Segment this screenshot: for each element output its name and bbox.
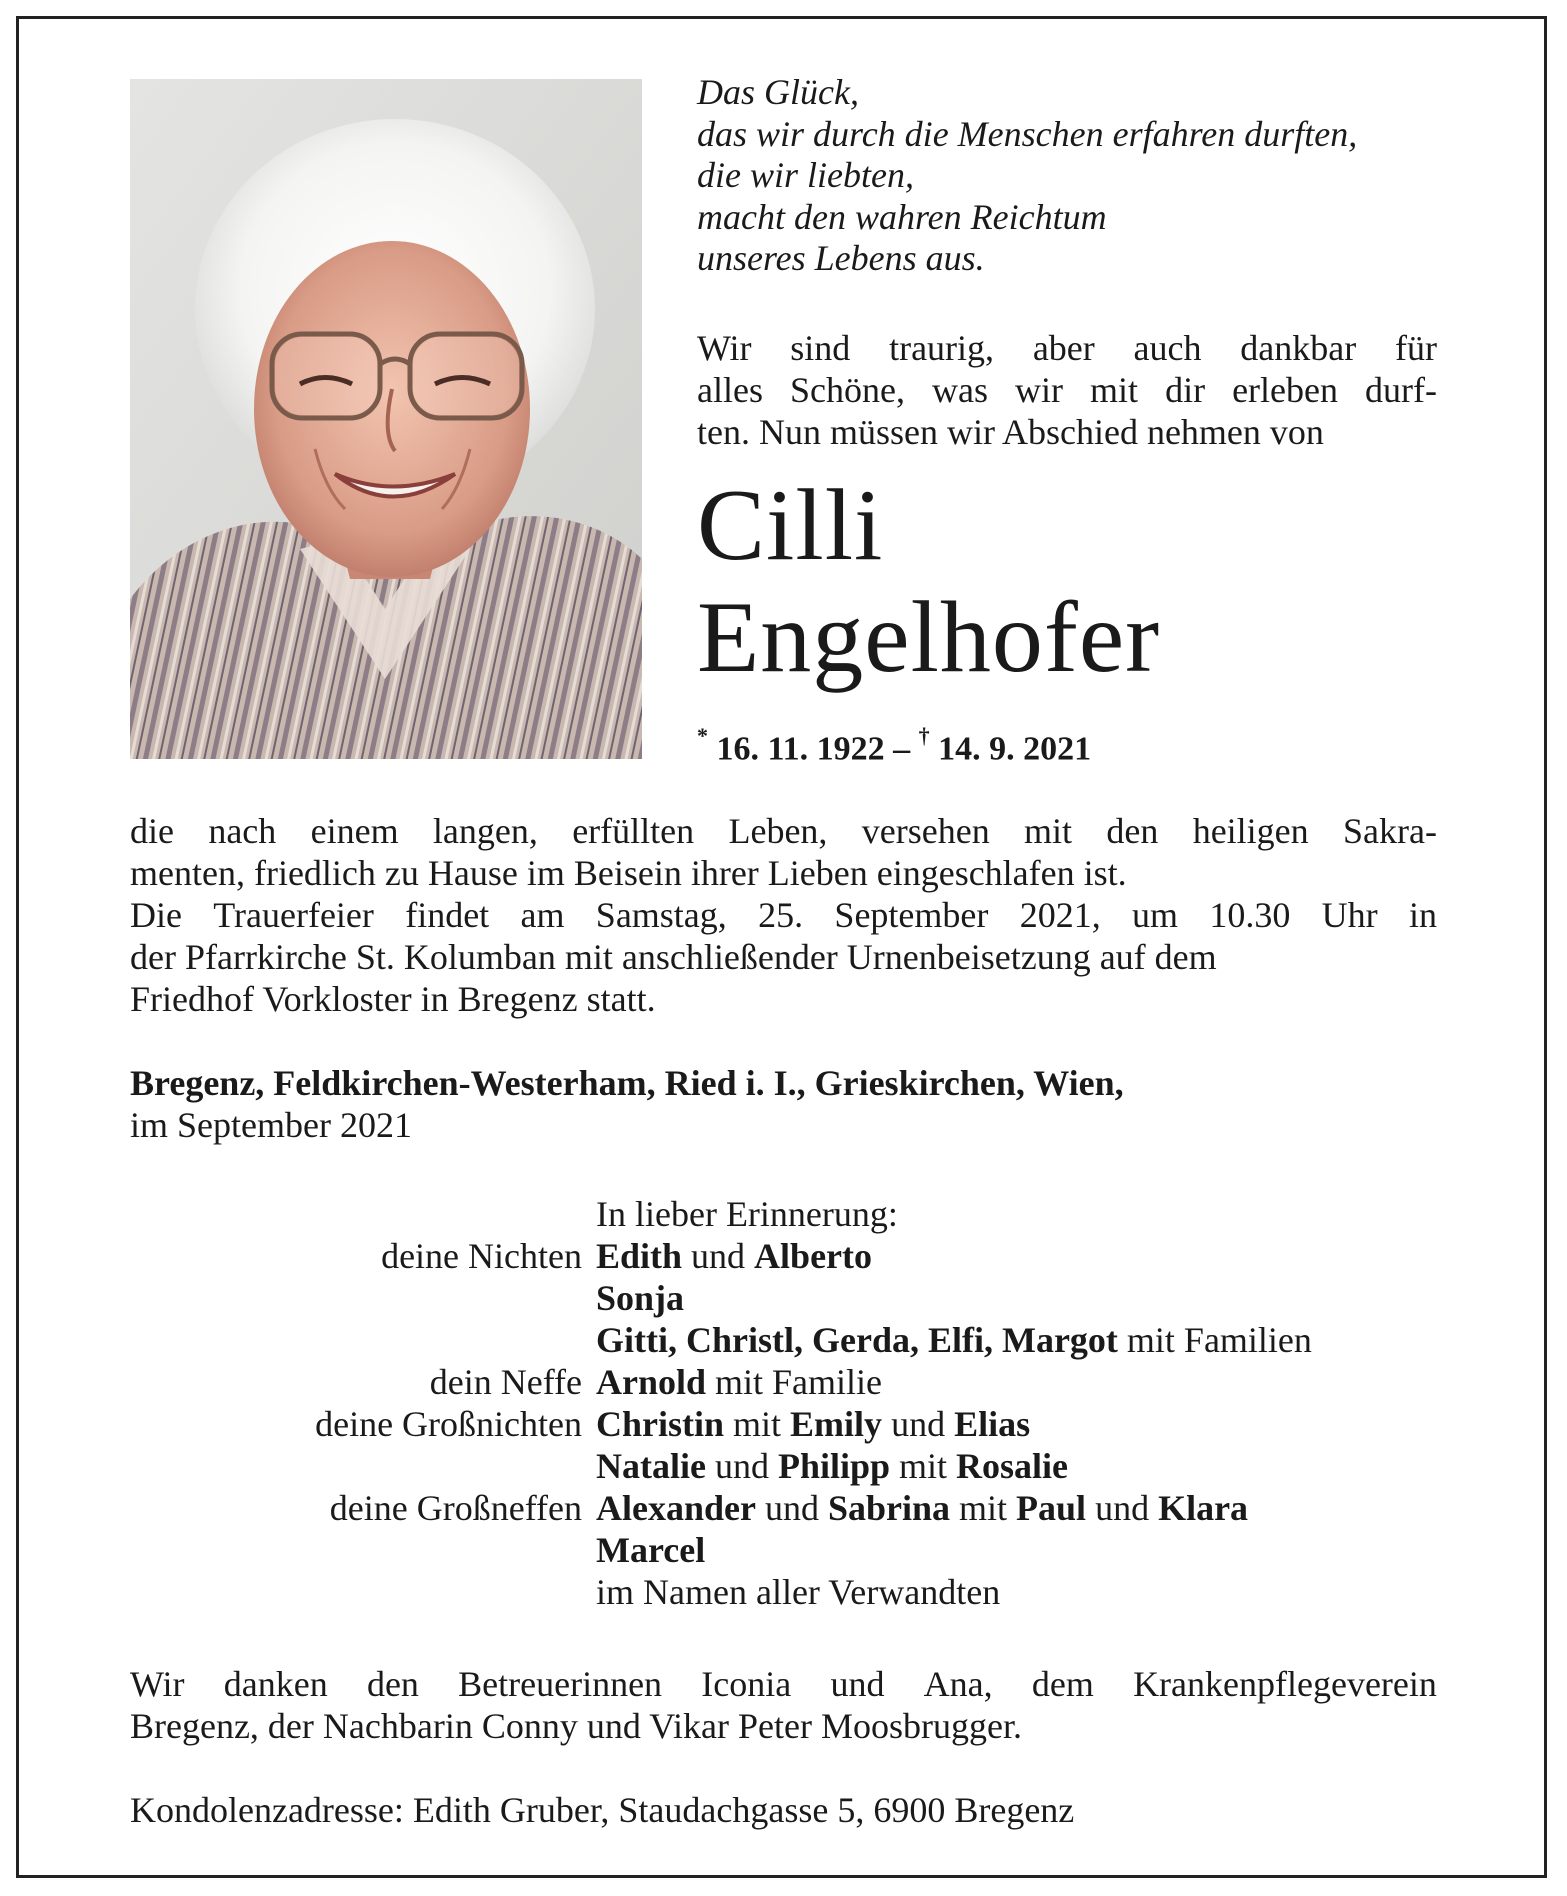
memory-closing: im Namen aller Verwandten <box>596 1572 1001 1612</box>
poem <box>697 72 1457 280</box>
word: findet <box>405 895 490 935</box>
word: dem <box>1031 1664 1094 1704</box>
relation-label: deine Großnichten <box>315 1404 582 1444</box>
word: in <box>1408 895 1437 935</box>
connector: mit <box>890 1446 957 1486</box>
word: aber <box>1032 328 1095 368</box>
word: dankbar <box>1240 328 1357 368</box>
word: Wir <box>697 328 752 368</box>
intro-text <box>697 327 1437 453</box>
connector: und <box>755 1488 828 1528</box>
mourner-row <box>130 1277 1450 1319</box>
poem-line: macht den wahren Reichtum <box>697 196 1107 237</box>
word: die <box>130 811 174 851</box>
connector: mit <box>724 1404 791 1444</box>
word: Trauerfeier <box>213 895 374 935</box>
connector: und <box>1086 1488 1159 1528</box>
mourner-name: Sabrina <box>827 1488 951 1528</box>
word: versehen <box>861 811 990 851</box>
connector: und <box>882 1404 955 1444</box>
word: Uhr <box>1321 895 1378 935</box>
word: was <box>932 370 988 410</box>
word: danken <box>223 1664 328 1704</box>
connector: mit Familie <box>706 1362 883 1402</box>
word: Die <box>130 895 182 935</box>
word: 25. <box>758 895 804 935</box>
mourner-row <box>130 1571 1450 1613</box>
word: Iconia <box>701 1664 792 1704</box>
connector: und <box>682 1236 755 1276</box>
word: für <box>1394 328 1437 368</box>
funeral-info <box>130 810 1437 1020</box>
mourner-name: Gitti, Christl, Gerda, Elfi, Margot <box>596 1320 1118 1360</box>
poem-line: das wir durch die Menschen erfahren durften, <box>697 113 1358 154</box>
poem-line: unseres Lebens aus. <box>697 238 985 278</box>
mourner-name: Natalie <box>596 1446 706 1486</box>
mourner-name: Sonja <box>596 1278 685 1318</box>
date-separator: – <box>884 730 919 768</box>
places-date: im September 2021 <box>130 1105 412 1145</box>
deceased-name <box>697 470 1160 694</box>
death-date: 14. 9. 2021 <box>938 730 1092 768</box>
thanks-line: Bregenz, der Nachbarin Conny und Vikar Peter Moosbrugger. <box>130 1706 1022 1746</box>
intro-line <box>697 369 1437 411</box>
word: dir <box>1165 370 1206 410</box>
word: auch <box>1133 328 1202 368</box>
word: Samstag, <box>595 895 727 935</box>
word: sind <box>790 328 851 368</box>
condolence-address: Kondolenzadresse: Edith Gruber, Staudachgasse 5, 6900 Bregenz <box>130 1790 1075 1830</box>
body-line <box>130 810 1437 852</box>
word: den <box>366 1664 419 1704</box>
mourners-list <box>130 1193 1450 1613</box>
intro-line <box>697 327 1437 369</box>
word: den <box>1106 811 1159 851</box>
mourner-name: Rosalie <box>956 1446 1069 1486</box>
relation-label: deine Nichten <box>381 1236 582 1276</box>
poem-line: Das Glück, <box>697 72 859 112</box>
death-cross-icon: † <box>918 723 930 748</box>
life-dates <box>697 723 1092 768</box>
connector: mit <box>950 1488 1017 1528</box>
mourner-row <box>130 1235 1450 1277</box>
last-name: Engelhofer <box>697 581 1161 694</box>
word: erleben <box>1232 370 1339 410</box>
word: Sakra- <box>1342 811 1437 851</box>
word: durf- <box>1365 370 1437 410</box>
word: heiligen <box>1192 811 1309 851</box>
birth-date: 16. 11. 1922 <box>716 730 885 768</box>
body-line <box>130 894 1437 936</box>
word: Schöne, <box>790 370 905 410</box>
thanks-line <box>130 1663 1437 1705</box>
memory-heading: In lieber Erinnerung: <box>596 1194 898 1234</box>
mourner-row <box>130 1403 1450 1445</box>
word: Betreuerinnen <box>458 1664 663 1704</box>
word: mit <box>1090 370 1139 410</box>
body-line: der Pfarrkirche St. Kolumban mit anschließender Urnenbeisetzung auf dem <box>130 937 1217 977</box>
mourner-row <box>130 1529 1450 1571</box>
relation-label: deine Großneffen <box>329 1488 582 1528</box>
word: 10.30 <box>1209 895 1291 935</box>
mourner-name: Emily <box>790 1404 883 1444</box>
mourner-name: Elias <box>954 1404 1031 1444</box>
mourner-name: Christin <box>596 1404 725 1444</box>
word: am <box>520 895 565 935</box>
mourner-row <box>130 1361 1450 1403</box>
word: nach <box>208 811 277 851</box>
word: mit <box>1024 811 1073 851</box>
places-list: Bregenz, Feldkirchen-Westerham, Ried i. I., Grieskirchen, Wien, <box>130 1063 1124 1103</box>
word: 2021, <box>1019 895 1101 935</box>
word: September <box>834 895 989 935</box>
mourner-name: Alexander <box>596 1488 756 1528</box>
thanks-text <box>130 1663 1437 1747</box>
word: alles <box>697 370 763 410</box>
connector: mit Familien <box>1117 1320 1312 1360</box>
relation-label: dein Neffe <box>429 1362 582 1402</box>
mourner-name: Alberto <box>754 1236 873 1276</box>
mourner-row <box>130 1487 1450 1529</box>
connector: und <box>705 1446 778 1486</box>
mourner-name: Edith <box>596 1236 683 1276</box>
body-line: menten, friedlich zu Hause im Beisein ihrer Lieben eingeschlafen ist. <box>130 853 1127 893</box>
body-line: Friedhof Vorkloster in Bregenz statt. <box>130 979 656 1019</box>
poem-line: die wir liebten, <box>697 155 914 195</box>
word: und <box>830 1664 885 1704</box>
portrait-photo <box>130 79 642 759</box>
mourner-name: Paul <box>1016 1488 1087 1528</box>
word: Krankenpflegeverein <box>1133 1664 1437 1704</box>
mourner-name: Philipp <box>777 1446 891 1486</box>
mourner-name: Marcel <box>596 1530 706 1570</box>
mourner-name: Klara <box>1158 1488 1249 1528</box>
places-block <box>130 1062 1450 1146</box>
word: traurig, <box>889 328 995 368</box>
mourner-row <box>130 1319 1450 1361</box>
word: Ana, <box>923 1664 993 1704</box>
word: Leben, <box>728 811 828 851</box>
word: erfüllten <box>572 811 695 851</box>
birth-star-icon: * <box>697 723 708 748</box>
mourner-row <box>130 1445 1450 1487</box>
word: einem <box>310 811 399 851</box>
word: um <box>1132 895 1179 935</box>
word: Wir <box>130 1664 185 1704</box>
word: langen, <box>432 811 538 851</box>
intro-line: ten. Nun müssen wir Abschied nehmen von <box>697 412 1324 452</box>
word: wir <box>1015 370 1064 410</box>
first-name: Cilli <box>697 469 884 582</box>
mourner-name: Arnold <box>596 1362 707 1402</box>
